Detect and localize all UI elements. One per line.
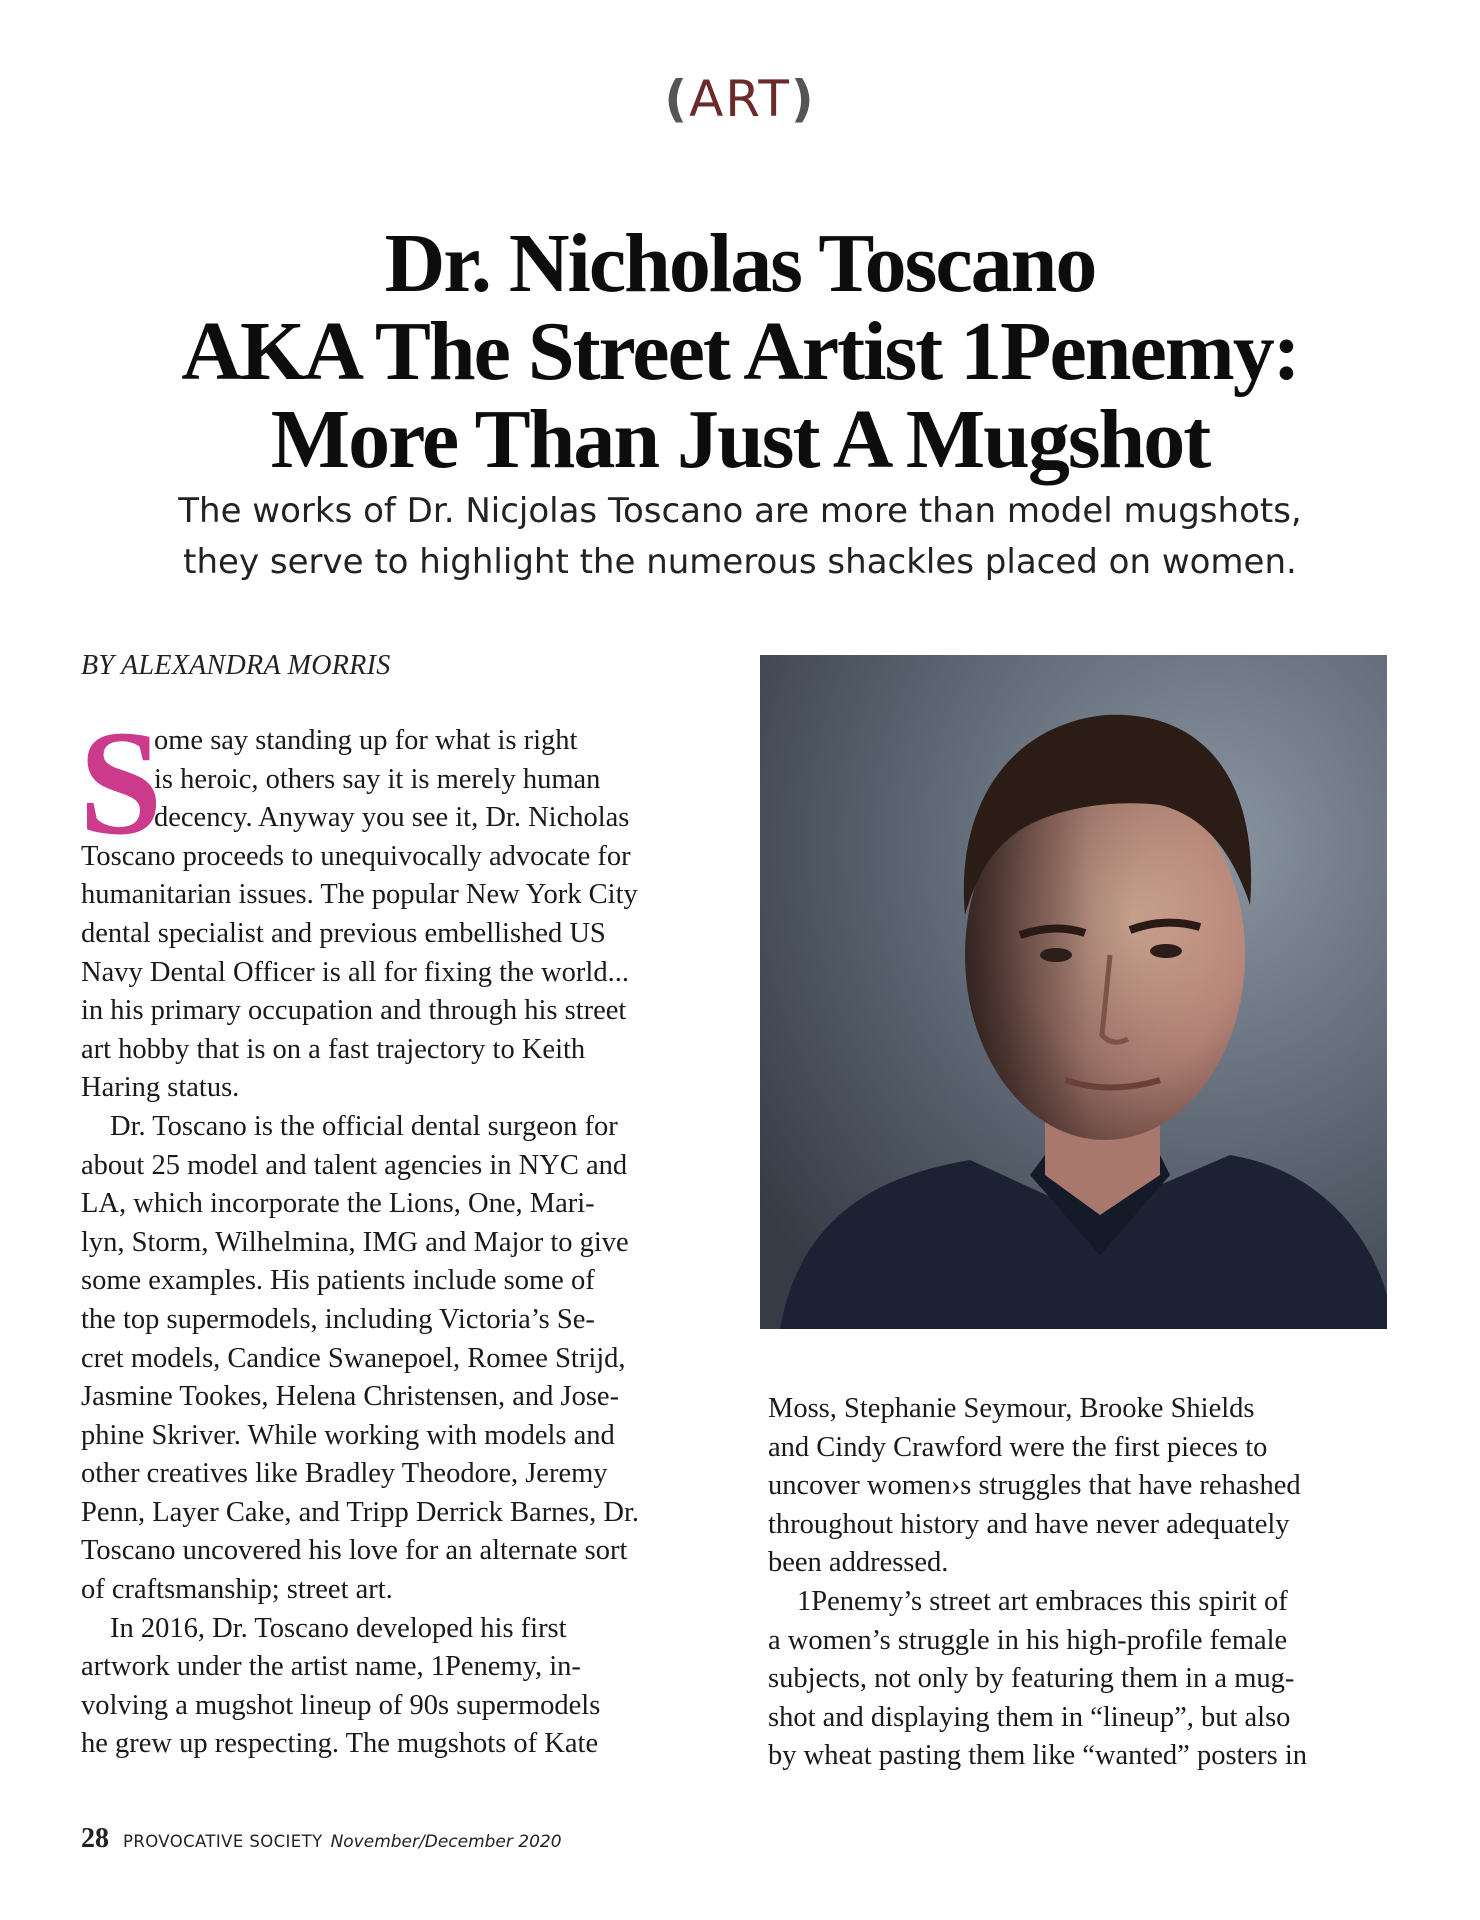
- body-line: artwork under the artist name, 1Penemy, in-: [81, 1651, 581, 1683]
- dek-line: The works of Dr. Nicjolas Toscano are more than model mugshots,: [178, 491, 1302, 531]
- dek: [0, 486, 1480, 588]
- body-line: Moss, Stephanie Seymour, Brooke Shields: [768, 1393, 1255, 1424]
- body-line: art hobby that is on a fast trajectory to Keith: [81, 1033, 586, 1065]
- body-line: shot and displaying them in “lineup”, but also: [768, 1701, 1291, 1733]
- body-line: volving a mugshot lineup of 90s supermodels: [81, 1689, 601, 1721]
- article-left-column: [81, 722, 701, 1764]
- body-line: Dr. Toscano is the official dental surgeon for: [110, 1110, 618, 1142]
- body-line: throughout history and have never adequately: [768, 1508, 1290, 1540]
- page-footer: [81, 1823, 562, 1855]
- drop-cap: S: [79, 700, 163, 866]
- body-line: ome say standing up for what is right: [154, 725, 578, 756]
- body-line: the top supermodels, including Victoria’s Se-: [81, 1303, 595, 1335]
- headline-line: Dr. Nicholas Toscano: [384, 217, 1096, 310]
- section-open-paren: (: [664, 70, 690, 128]
- body-line: is heroic, others say it is merely human: [154, 763, 601, 795]
- body-line: decency. Anyway you see it, Dr. Nicholas: [154, 802, 630, 834]
- body-line: been addressed.: [768, 1547, 949, 1579]
- body-line: by wheat pasting them like “wanted” posters in: [768, 1740, 1307, 1772]
- section-tag: [0, 70, 1480, 128]
- body-line: Toscano uncovered his love for an alternate sort: [81, 1535, 628, 1567]
- headline-line: AKA The Street Artist 1Penemy:: [181, 305, 1299, 398]
- page-number: 28: [81, 1823, 109, 1854]
- body-line: about 25 model and talent agencies in NYC and: [81, 1149, 628, 1181]
- body-line: phine Skriver. While working with models and: [81, 1419, 615, 1451]
- body-line: 1Penemy’s street art embraces this spirit of: [797, 1585, 1288, 1617]
- body-line: uncover women›s struggles that have rehashed: [768, 1470, 1301, 1502]
- body-line: humanitarian issues. The popular New York City: [81, 879, 638, 911]
- body-line: Jasmine Tookes, Helena Christensen, and Jose-: [81, 1381, 620, 1413]
- body-line: lyn, Storm, Wilhelmina, IMG and Major to give: [81, 1226, 629, 1258]
- body-line: cret models, Candice Swanepoel, Romee Strijd,: [81, 1342, 626, 1374]
- body-line: dental specialist and previous embellished US: [81, 917, 606, 949]
- portrait-photo: [760, 655, 1387, 1329]
- portrait-illustration: [760, 655, 1387, 1329]
- byline: BY ALEXANDRA MORRIS: [81, 650, 391, 681]
- issue-date: November/December 2020: [330, 1832, 562, 1852]
- body-line: Penn, Layer Cake, and Tripp Derrick Barnes, Dr.: [81, 1496, 640, 1528]
- body-line: and Cindy Crawford were the first pieces to: [768, 1431, 1268, 1463]
- body-line: subjects, not only by featuring them in a mug-: [768, 1663, 1295, 1695]
- body-line: LA, which incorporate the Lions, One, Mari-: [81, 1188, 595, 1220]
- body-line: some examples. His patients include some of: [81, 1265, 595, 1297]
- headline: [0, 217, 1480, 486]
- body-line: other creatives like Bradley Theodore, Jeremy: [81, 1458, 608, 1490]
- dek-line: they serve to highlight the numerous shackles placed on women.: [183, 542, 1297, 582]
- body-line: he grew up respecting. The mugshots of Kate: [81, 1728, 599, 1760]
- body-line: of craftsmanship; street art.: [81, 1574, 393, 1606]
- body-line: Toscano proceeds to unequivocally advocate for: [81, 840, 631, 872]
- publication-name: PROVOCATIVE SOCIETY: [123, 1832, 323, 1851]
- section-close-paren: ): [790, 70, 816, 128]
- body-line: Navy Dental Officer is all for fixing the world...: [81, 956, 629, 988]
- body-line: In 2016, Dr. Toscano developed his first: [110, 1612, 567, 1644]
- headline-line: More Than Just A Mugshot: [270, 393, 1210, 486]
- article-right-column: [768, 1390, 1408, 1776]
- body-line: Haring status.: [81, 1072, 240, 1104]
- body-line: in his primary occupation and through his street: [81, 995, 627, 1027]
- body-line: a women’s struggle in his high-profile female: [768, 1624, 1288, 1656]
- section-label: ART: [689, 70, 791, 128]
